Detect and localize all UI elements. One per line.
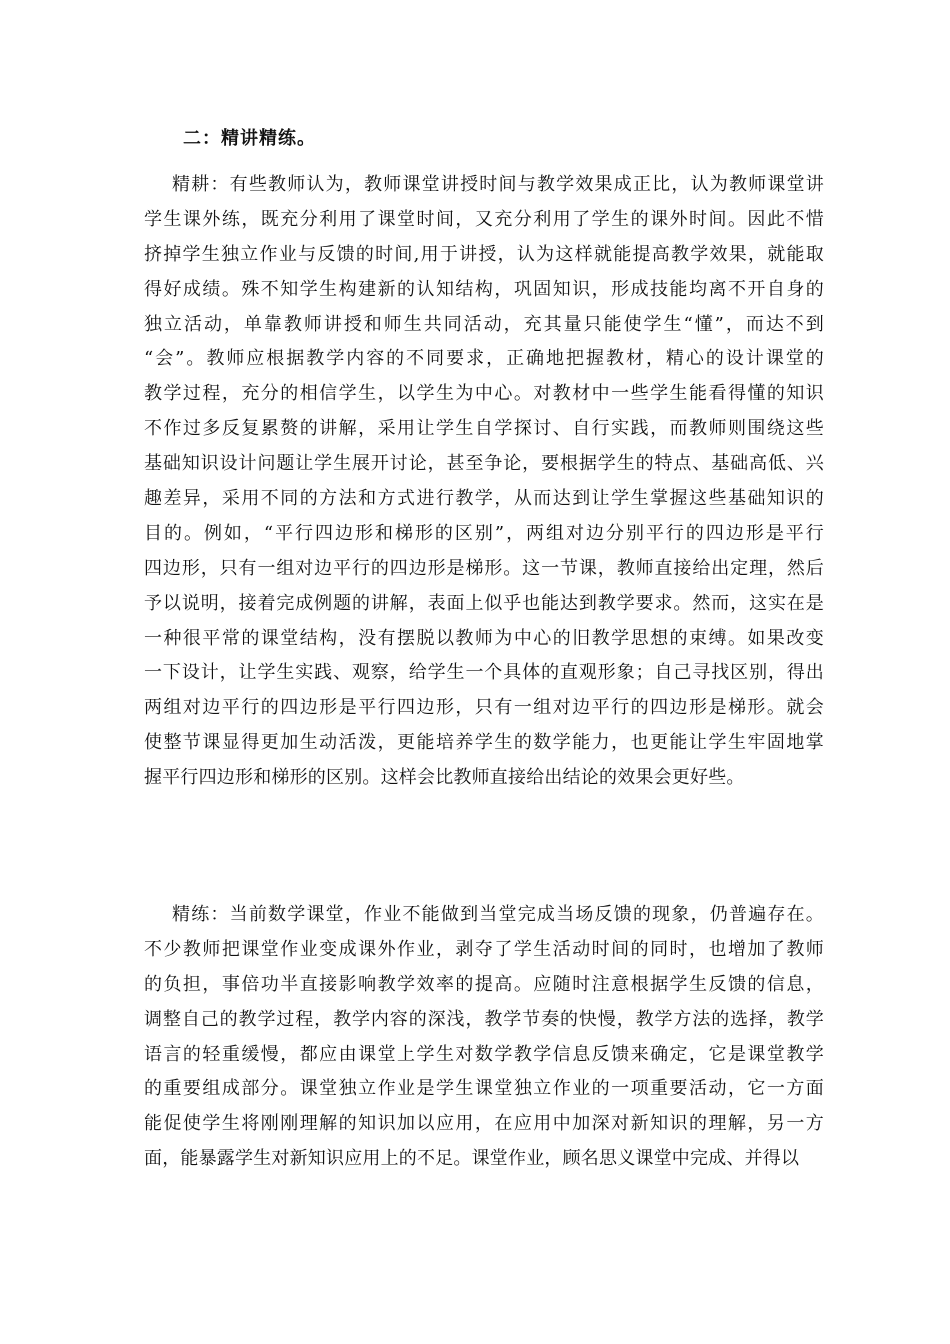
text-line: 不少教师把课堂作业变成课外作业，剥夺了学生活动时间的同时，也增加了教师 [144, 938, 824, 960]
text-line: 学生课外练，既充分利用了课堂时间，又充分利用了学生的课外时间。因此不惜 [144, 208, 824, 230]
text-line: 予以说明，接着完成例题的讲解，表面上似乎也能达到教学要求。然而，这实在是 [144, 592, 824, 614]
text-line: 目的。例如，“平行四边形和梯形的区别”，两组对边分别平行的四边形是平行 [144, 522, 824, 544]
text-line: 趣差异，采用不同的方法和方式进行教学，从而达到让学生掌握这些基础知识的 [144, 488, 824, 510]
text-line: 一下设计，让学生实践、观察，给学生一个具体的直观形象；自己寻找区别，得出 [144, 662, 824, 684]
text-line: 独立活动，单靠教师讲授和师生共同活动，充其量只能使学生“懂”，而达不到 [144, 313, 824, 335]
text-line: 精耕：有些教师认为，教师课堂讲授时间与教学效果成正比，认为教师课堂讲 [172, 174, 824, 195]
section-heading: 二：精讲精练。 [183, 128, 316, 149]
text-line: 一种很平常的课堂结构，没有摆脱以教师为中心的旧教学思想的束缚。如果改变 [144, 627, 824, 649]
text-line: 不作过多反复累赘的讲解，采用让学生自学探讨、自行实践，而教师则围绕这些 [144, 418, 824, 440]
text-line: 握平行四边形和梯形的区别。这样会比教师直接给出结论的效果会更好些。 [144, 767, 745, 789]
text-line: 得好成绩。殊不知学生构建新的认知结构，巩固知识，形成技能均离不开自身的 [144, 278, 824, 300]
text-line: 的负担，事倍功半直接影响教学效率的提高。应随时注意根据学生反馈的信息， [144, 973, 824, 995]
text-line: 两组对边平行的四边形是平行四边形，只有一组对边平行的四边形是梯形。就会 [144, 697, 824, 719]
text-line: 能促使学生将刚刚理解的知识加以应用，在应用中加深对新知识的理解，另一方 [144, 1113, 824, 1135]
text-line: “会”。教师应根据教学内容的不同要求，正确地把握教材，精心的设计课堂的 [144, 348, 824, 370]
text-line: 四边形，只有一组对边平行的四边形是梯形。这一节课，教师直接给出定理，然后 [144, 557, 824, 579]
text-line: 精练：当前数学课堂，作业不能做到当堂完成当场反馈的现象，仍普遍存在。 [172, 904, 824, 925]
text-line: 教学过程，充分的相信学生，以学生为中心。对教材中一些学生能看得懂的知识 [144, 383, 824, 405]
text-line: 语言的轻重缓慢，都应由课堂上学生对数学教学信息反馈来确定，它是课堂教学 [144, 1043, 824, 1065]
text-line: 使整节课显得更加生动活泼，更能培养学生的数学能力，也更能让学生牢固地掌 [144, 732, 824, 754]
paragraph-jinglian [144, 898, 824, 1177]
paragraph-jinggeng [144, 168, 824, 796]
text-line: 面，能暴露学生对新知识应用上的不足。课堂作业，顾名思义课堂中完成、并得以 [144, 1148, 800, 1170]
text-line: 挤掉学生独立作业与反馈的时间,用于讲授，认为这样就能提高教学效果，就能取 [144, 243, 824, 265]
text-line: 的重要组成部分。课堂独立作业是学生课堂独立作业的一项重要活动，它一方面 [144, 1078, 824, 1100]
text-line: 基础知识设计问题让学生展开讨论，甚至争论，要根据学生的特点、基础高低、兴 [144, 453, 824, 475]
text-line: 调整自己的教学过程，教学内容的深浅，教学节奏的快慢，教学方法的选择，教学 [144, 1008, 824, 1030]
